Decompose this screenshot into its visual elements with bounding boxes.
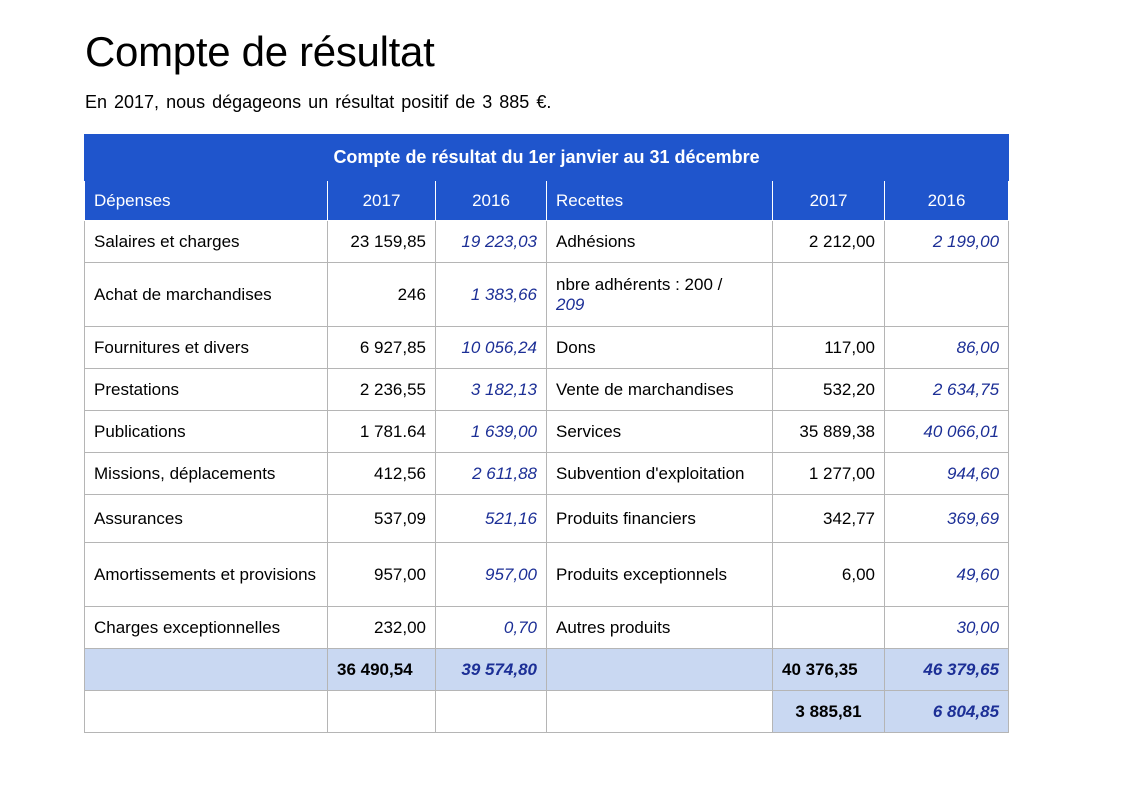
result-empty-cell (436, 691, 547, 733)
revenue-label (547, 263, 773, 327)
revenue-label: Adhésions (547, 221, 773, 263)
revenue-2017: 342,77 (773, 495, 885, 543)
header-recettes-2016: 2016 (885, 181, 1009, 221)
result-row (85, 691, 1009, 733)
expense-2017: 957,00 (328, 543, 436, 607)
table-row (85, 495, 1009, 543)
income-statement-table (84, 134, 1009, 733)
revenue-label: Services (547, 411, 773, 453)
table-row (85, 369, 1009, 411)
expense-2016: 1 639,00 (436, 411, 547, 453)
totals-revenue-label-cell (547, 649, 773, 691)
expense-2017: 2 236,55 (328, 369, 436, 411)
total-revenues-2016: 46 379,65 (885, 649, 1009, 691)
total-revenues-2017: 40 376,35 (773, 649, 885, 691)
expense-label: Missions, déplacements (85, 453, 328, 495)
revenue-2016: 2 634,75 (885, 369, 1009, 411)
expense-2016: 0,70 (436, 607, 547, 649)
expense-2016: 521,16 (436, 495, 547, 543)
header-recettes: Recettes (547, 181, 773, 221)
expense-label: Charges exceptionnelles (85, 607, 328, 649)
expense-2017: 246 (328, 263, 436, 327)
revenue-2016: 2 199,00 (885, 221, 1009, 263)
revenue-label: Produits exceptionnels (547, 543, 773, 607)
revenue-2017 (773, 607, 885, 649)
revenue-2016: 40 066,01 (885, 411, 1009, 453)
result-empty-cell (547, 691, 773, 733)
expense-2017: 6 927,85 (328, 327, 436, 369)
expense-label: Fournitures et divers (85, 327, 328, 369)
revenue-2016: 49,60 (885, 543, 1009, 607)
table-row (85, 327, 1009, 369)
table-row (85, 221, 1009, 263)
expense-2016: 19 223,03 (436, 221, 547, 263)
net-result-2017: 3 885,81 (773, 691, 885, 733)
total-expenses-2016: 39 574,80 (436, 649, 547, 691)
revenue-label: Vente de marchandises (547, 369, 773, 411)
revenue-2017 (773, 263, 885, 327)
expense-label: Salaires et charges (85, 221, 328, 263)
table-caption: Compte de résultat du 1er janvier au 31 décembre (85, 135, 1009, 181)
table-row (85, 453, 1009, 495)
expense-2016: 3 182,13 (436, 369, 547, 411)
member-count-previous: 209 (556, 294, 585, 314)
page-subtitle: En 2017, nous dégageons un résultat positif de 3 885 €. (85, 92, 552, 112)
expense-2016: 1 383,66 (436, 263, 547, 327)
totals-label-cell (85, 649, 328, 691)
expense-2017: 232,00 (328, 607, 436, 649)
revenue-2017: 2 212,00 (773, 221, 885, 263)
page-title: Compte de résultat (85, 28, 435, 75)
revenue-2016: 944,60 (885, 453, 1009, 495)
net-result-2016: 6 804,85 (885, 691, 1009, 733)
table-row (85, 263, 1009, 327)
revenue-2017: 35 889,38 (773, 411, 885, 453)
expense-label: Publications (85, 411, 328, 453)
table-row (85, 607, 1009, 649)
header-depenses: Dépenses (85, 181, 328, 221)
table-caption-row (85, 135, 1009, 181)
member-count-label: nbre adhérents : 200 / (556, 274, 723, 294)
expense-label: Amortissements et provisions (85, 543, 328, 607)
revenue-label: Produits financiers (547, 495, 773, 543)
revenue-2016 (885, 263, 1009, 327)
revenue-2016: 86,00 (885, 327, 1009, 369)
expense-2017: 23 159,85 (328, 221, 436, 263)
expense-2017: 1 781.64 (328, 411, 436, 453)
header-recettes-2017: 2017 (773, 181, 885, 221)
revenue-2017: 1 277,00 (773, 453, 885, 495)
expense-label: Assurances (85, 495, 328, 543)
revenue-2017: 6,00 (773, 543, 885, 607)
expense-label: Prestations (85, 369, 328, 411)
revenue-2017: 117,00 (773, 327, 885, 369)
revenue-2016: 30,00 (885, 607, 1009, 649)
header-depenses-2017: 2017 (328, 181, 436, 221)
expense-2017: 537,09 (328, 495, 436, 543)
result-empty-cell (85, 691, 328, 733)
revenue-2016: 369,69 (885, 495, 1009, 543)
totals-row (85, 649, 1009, 691)
revenue-label: Dons (547, 327, 773, 369)
revenue-label: Subvention d'exploitation (547, 453, 773, 495)
revenue-2017: 532,20 (773, 369, 885, 411)
revenue-label: Autres produits (547, 607, 773, 649)
expense-2016: 2 611,88 (436, 453, 547, 495)
result-empty-cell (328, 691, 436, 733)
expense-label: Achat de marchandises (85, 263, 328, 327)
header-depenses-2016: 2016 (436, 181, 547, 221)
total-expenses-2017: 36 490,54 (328, 649, 436, 691)
table-row (85, 411, 1009, 453)
table-row (85, 543, 1009, 607)
expense-2017: 412,56 (328, 453, 436, 495)
table-header-row (85, 181, 1009, 221)
expense-2016: 10 056,24 (436, 327, 547, 369)
expense-2016: 957,00 (436, 543, 547, 607)
